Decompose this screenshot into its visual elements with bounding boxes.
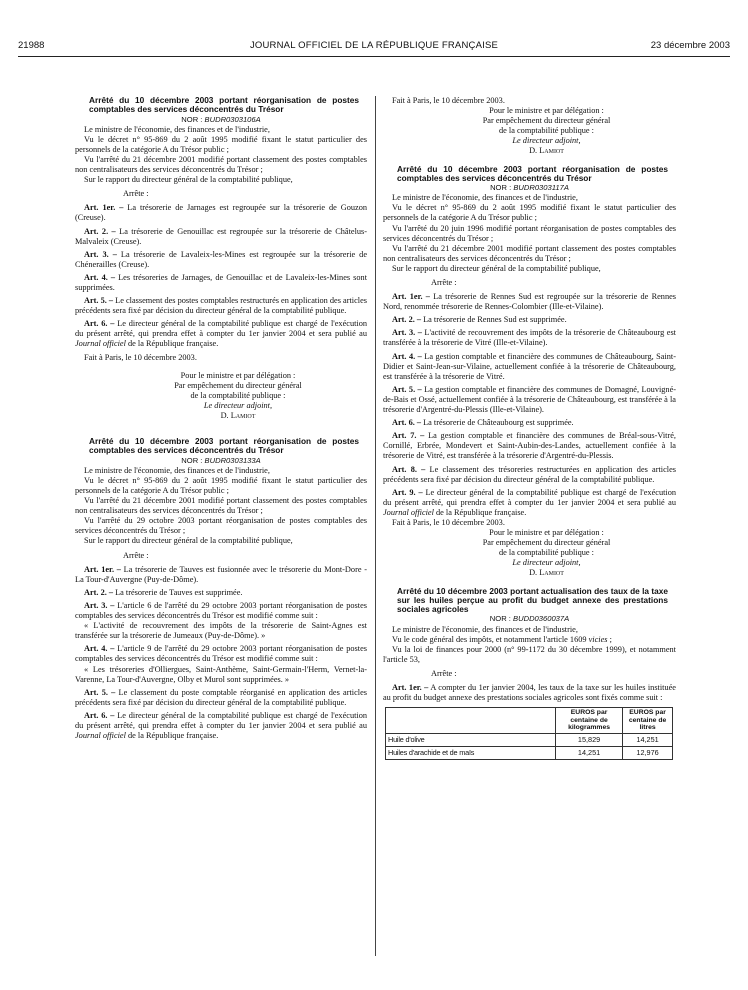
arrete-label: Arrête : <box>431 668 457 678</box>
article: Art. 3. – L'activité de recouvrement des impôts de la trésorerie de Châteaubourg est transférée à la trésorerie de Vitré (Ille-et-Vilaine). <box>383 328 676 348</box>
arrete-label: Arrête : <box>123 550 149 560</box>
decree-title: Arrêté du 10 décembre 2003 portant réorganisation de postes comptables des services déconcentrés du Trésor <box>89 436 359 456</box>
article: Art. 1er. – La trésorerie de Tauves est fusionnée avec le trésorerie du Mont-Dore - La Tour-d'Auvergne (Puy-de-Dôme). <box>75 564 367 584</box>
done-at: Fait à Paris, le 10 décembre 2003. <box>392 517 505 527</box>
article: Art. 2. – La trésorerie de Tauves est supprimée. <box>84 587 243 597</box>
table-row <box>386 733 673 746</box>
nor-reference: NOR : BUDR0303133A <box>181 455 261 465</box>
nor-code: BUDR0303117A <box>513 183 569 193</box>
preamble-minister: Le ministre de l'économie, des finances et de l'industrie, <box>392 193 578 203</box>
done-at: Fait à Paris, le 10 décembre 2003. <box>84 352 197 362</box>
signature-line: de la comptabilité publique : <box>190 390 286 400</box>
nor-code: BUDR0303106A <box>204 114 261 124</box>
article: Art. 9. – Le directeur général de la comptabilité publique est chargé de l'exécution du présent arrêté, qui prendra effet à compter du 1er janvier 2004 et sera publié au Journal officiel de la République française. <box>383 487 676 517</box>
table-cell-kg: 15,829 <box>556 733 623 746</box>
table-cell-litres: 14,251 <box>623 733 673 746</box>
article: Art. 5. – La gestion comptable et financière des communes de Domagné, Louvigné-de-Bais et Ossé, actuellement confiée à la trésorerie de Châteaubourg, est transférée à la trésorerie d'Argentré-du-Plessis (Ille-et-Vilaine). <box>383 384 677 415</box>
preamble-minister: Le ministre de l'économie, des finances et de l'industrie, <box>392 624 578 634</box>
table-row <box>386 747 673 760</box>
decree-title: Arrêté du 10 décembre 2003 portant réorganisation de postes comptables des services déconcentrés du Trésor <box>89 95 359 115</box>
issue-date: 23 décembre 2003 <box>650 40 730 51</box>
article: Art. 2. – La trésorerie de Rennes Sud est supprimée. <box>392 315 567 325</box>
article-quote: « Les trésoreries d'Olliergues, Saint-Anthème, Saint-Germain-l'Herm, Vernet-la-Varenne, La Tour-d'Auvergne, Olby et Murol sont supprimées. » <box>75 664 367 684</box>
preamble-minister: Le ministre de l'économie, des finances et de l'industrie, <box>84 465 270 475</box>
preamble-visa: Vu l'arrêté du 21 décembre 2001 modifié portant classement des postes comptables non centralisateurs des services déconcentrés du Trésor ; <box>75 496 367 516</box>
preamble-visa: Vu l'arrêté du 20 juin 1996 modifié portant réorganisation de postes comptables des services déconcentrés du Trésor ; <box>383 223 676 243</box>
arrete-label: Arrête : <box>431 278 457 287</box>
signature-line: de la comptabilité publique : <box>499 548 594 558</box>
article: Art. 4. – L'article 9 de l'arrêté du 29 octobre 2003 portant réorganisation de postes comptables des services déconcentrés du Trésor est modifié comme suit : <box>75 644 368 664</box>
nor-reference: NOR : BUDR0303117A <box>490 183 569 193</box>
table-header-row <box>386 708 673 734</box>
article: Art. 2. – La trésorerie de Genouillac est regroupée sur la trésorerie de Châtelus-Malvaleix (Creuse). <box>75 226 368 246</box>
signatory-name: D. Lamiot <box>220 411 256 421</box>
table-cell-label: Huiles d'arachide et de maïs <box>386 747 556 760</box>
article: Art. 1er. – La trésorerie de Jarnages est regroupée sur la trésorerie de Gouzon (Creuse). <box>75 203 368 223</box>
right-column <box>383 96 676 760</box>
signature-line: Pour le ministre et par délégation : <box>489 106 604 116</box>
article: Art. 4. – Les trésoreries de Jarnages, de Genouillac et de Lavaleix-les-Mines sont supprimées. <box>75 272 368 292</box>
signature-line: Pour le ministre et par délégation : <box>180 370 296 380</box>
decree-title: Arrêté du 10 décembre 2003 portant actualisation des taux de la taxe sur les huiles perçue au profit du budget annexe des prestations sociales agricoles <box>397 585 668 615</box>
signatory-name: D. Lamiot <box>529 568 564 578</box>
decree-title: Arrêté du 10 décembre 2003 portant réorganisation de postes comptables des services déconcentrés du Trésor <box>397 163 668 183</box>
preamble-visa: Vu l'arrêté du 21 décembre 2001 modifié portant classement des postes comptables non centralisateurs des services déconcentrés du Trésor ; <box>383 243 676 263</box>
table-header-blank <box>386 708 556 734</box>
preamble-report: Sur le rapport du directeur général de la comptabilité publique, <box>392 263 601 273</box>
done-at: Fait à Paris, le 10 décembre 2003. <box>392 96 505 105</box>
article: Art. 6. – La trésorerie de Châteaubourg est supprimée. <box>392 418 574 428</box>
article: Art. 3. – La trésorerie de Lavaleix-les-Mines est regroupée sur la trésorerie de Chénerailles (Creuse). <box>75 249 368 269</box>
signature-line: Par empêchement du directeur général <box>482 538 611 548</box>
signature-role: Le directeur adjoint, <box>512 136 581 146</box>
article: Art. 1er. – A compter du 1er janvier 2004, les taux de la taxe sur les huiles instituée au profit du budget annexe des prestations sociales agricoles sont fixés comme suit : <box>383 682 676 703</box>
arrete-label: Arrête : <box>123 189 149 199</box>
table-cell-kg: 14,251 <box>556 747 623 760</box>
article: Art. 6. – Le directeur général de la comptabilité publique est chargé de l'exécution du présent arrêté, qui prendra effet à compter du 1er janvier 2004 et sera publié au Journal officiel de la République française. <box>75 710 367 741</box>
signature-role: Le directeur adjoint, <box>203 400 273 410</box>
signature-line: Par empêchement du directeur général <box>482 116 611 126</box>
preamble-report: Sur le rapport du directeur général de la comptabilité publique, <box>84 536 293 546</box>
nor-code: BUDD0360037A <box>513 614 570 624</box>
article: Art. 8. – Le classement des trésoreries restructurées en application des articles précédents sera fixé par décision du directeur général de la comptabilité publique. <box>383 464 677 484</box>
preamble-visa: Vu le décret n° 95-869 du 2 août 1995 modifié fixant le statut particulier des personnels de la catégorie A du Trésor public ; <box>75 475 367 495</box>
article: Art. 7. – La gestion comptable et financière des communes de Bréal-sous-Vitré, Cornillé, Erbrée, Mondevert et Saint-Aubin-des-Landes, actuellement confiée à la trésorerie de Vitré, est transférée à la trésorerie d'Argentré-du-Plessis. <box>383 431 677 461</box>
nor-reference: NOR : BUDD0360037A <box>489 614 570 624</box>
preamble-report: Sur le rapport du directeur général de la comptabilité publique, <box>84 175 293 185</box>
header-rule <box>18 56 730 57</box>
article: Art. 1er. – La trésorerie de Rennes Sud est regroupée sur la trésorerie de Rennes Nord, renommée trésorerie de Rennes-Colombier (Ille-et-Vilaine). <box>383 292 677 312</box>
table-cell-litres: 12,976 <box>623 747 673 760</box>
table-header-litres: EUROS par centaine de litres <box>623 708 673 734</box>
nor-code: BUDR0303133A <box>204 455 261 465</box>
article: Art. 4. – La gestion comptable et financière des communes de Châteaubourg, Saint-Didier et Saint-Jean-sur-Vilaine, actuellement confiée à la trésorerie de Châteaubourg, est transférée à la trésorerie de Vitré. <box>383 351 676 381</box>
article: Art. 3. – L'article 6 de l'arrêté du 29 octobre 2003 portant réorganisation de postes comptables des services déconcentrés du Trésor est modifié comme suit : <box>75 600 368 621</box>
journal-title: JOURNAL OFFICIEL DE LA RÉPUBLIQUE FRANÇAISE <box>249 40 499 51</box>
table-header-kg: EUROS par centaine de kilogrammes <box>556 708 623 734</box>
nor-reference: NOR : BUDR0303106A <box>181 114 261 124</box>
signature-line: Par empêchement du directeur général <box>174 380 302 390</box>
article: Art. 6. – Le directeur général de la comptabilité publique est chargé de l'exécution du présent arrêté, qui prendra effet à compter du 1er janvier 2004 et sera publié au Journal officiel de la République française. <box>75 319 367 349</box>
preamble-visa: Vu l'arrêté du 29 octobre 2003 portant réorganisation de postes comptables des services déconcentrés du Trésor ; <box>75 516 367 536</box>
preamble-visa: Vu le code général des impôts, et notamment l'article 1609 vicies ; <box>392 634 612 644</box>
left-column <box>75 96 367 741</box>
column-divider <box>375 96 376 956</box>
page-header <box>18 40 730 56</box>
signature-line: Pour le ministre et par délégation : <box>489 528 604 538</box>
preamble-visa: Vu la loi de finances pour 2000 (n° 99-1172 du 30 décembre 1999), et notamment l'article 53, <box>383 644 676 664</box>
signature-role: Le directeur adjoint, <box>512 558 581 568</box>
preamble-visa: Vu l'arrêté du 21 décembre 2001 modifié portant classement des postes comptables non centralisateurs des services déconcentrés du Trésor ; <box>75 154 367 175</box>
preamble-visa: Vu le décret n° 95-869 du 2 août 1995 modifié fixant le statut particulier des personnels de la catégorie A du Trésor public ; <box>75 134 367 154</box>
preamble-minister: Le ministre de l'économie, des finances et de l'industrie, <box>84 124 270 134</box>
tax-rate-table <box>385 707 673 760</box>
signatory-name: D. Lamiot <box>529 146 564 156</box>
preamble-visa: Vu le décret n° 95-869 du 2 août 1995 modifié fixant le statut particulier des personnels de la catégorie A du Trésor public ; <box>383 203 676 223</box>
signature-line: de la comptabilité publique : <box>499 126 594 136</box>
page-number: 21988 <box>18 40 45 51</box>
table-cell-label: Huile d'olive <box>386 733 556 746</box>
article: Art. 5. – Le classement des postes comptables restructurés en application des articles précédents sera fixé par décision du directeur général de la comptabilité publique. <box>75 296 368 316</box>
article: Art. 5. – Le classement du poste comptable réorganisé en application des articles précédents sera fixé par décision du directeur général de la comptabilité publique. <box>75 687 368 707</box>
article-quote: « L'activité de recouvrement des impôts de la trésorerie de Saint-Agnes est transférée sur la trésorerie de Jumeaux (Puy-de-Dôme). » <box>75 621 367 641</box>
